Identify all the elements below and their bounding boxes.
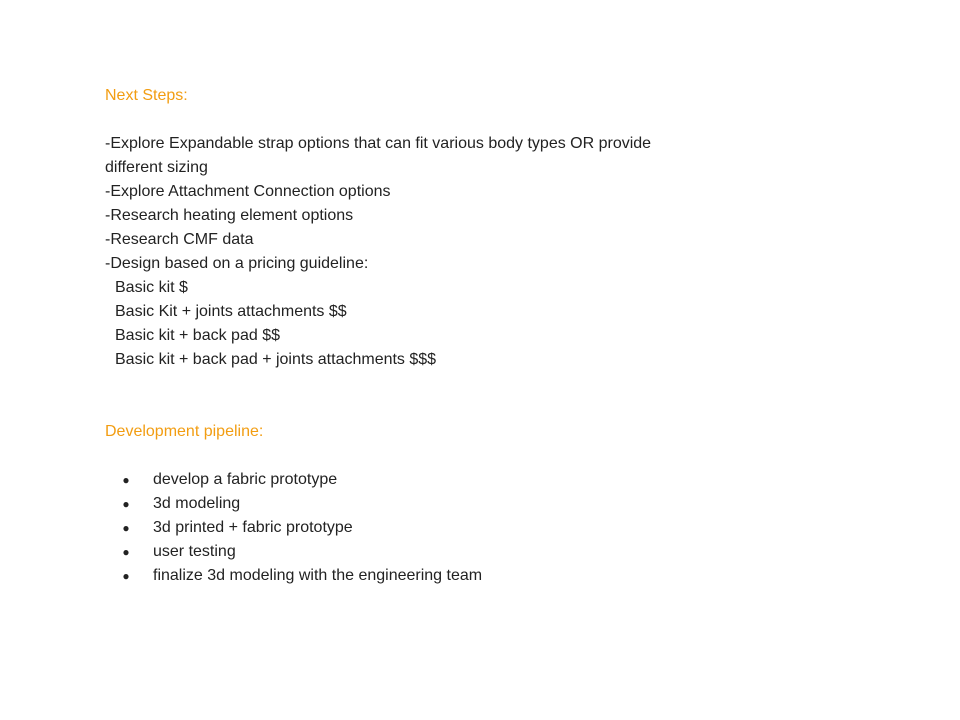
pipeline-item-label: user testing <box>153 543 236 560</box>
next-step-line: -Research CMF data <box>105 231 254 248</box>
list-item <box>105 564 865 588</box>
next-step-line: -Research heating element options <box>105 207 354 224</box>
list-item <box>105 492 865 516</box>
list-item <box>105 468 865 492</box>
development-pipeline-heading: Development pipeline: <box>105 423 264 440</box>
pipeline-list <box>105 468 865 588</box>
spacer <box>105 444 865 468</box>
next-step-line: -Design based on a pricing guideline: <box>105 255 369 272</box>
list-item <box>105 516 865 540</box>
document-page <box>105 84 865 588</box>
pipeline-item-label: 3d modeling <box>153 495 241 512</box>
pricing-tier: Basic kit + back pad + joints attachments $$$ <box>115 351 437 368</box>
pricing-tier: Basic Kit + joints attachments $$ <box>115 303 347 320</box>
pricing-tier: Basic kit + back pad $$ <box>115 327 280 344</box>
bullet-icon: ● <box>122 569 130 583</box>
next-step-line: -Explore Expandable strap options that can fit various body types OR provide different sizing <box>105 135 652 176</box>
pricing-tier: Basic kit $ <box>115 279 188 296</box>
list-item <box>105 540 865 564</box>
next-steps-heading: Next Steps: <box>105 87 188 104</box>
spacer <box>105 108 865 132</box>
pipeline-item-label: finalize 3d modeling with the engineering team <box>153 567 483 584</box>
bullet-icon: ● <box>122 497 130 511</box>
bullet-icon: ● <box>122 545 130 559</box>
pipeline-item-label: 3d printed + fabric prototype <box>153 519 353 536</box>
pipeline-item-label: develop a fabric prototype <box>153 471 338 488</box>
bullet-icon: ● <box>122 473 130 487</box>
next-step-line: -Explore Attachment Connection options <box>105 183 391 200</box>
bullet-icon: ● <box>122 521 130 535</box>
section-gap <box>105 372 865 420</box>
